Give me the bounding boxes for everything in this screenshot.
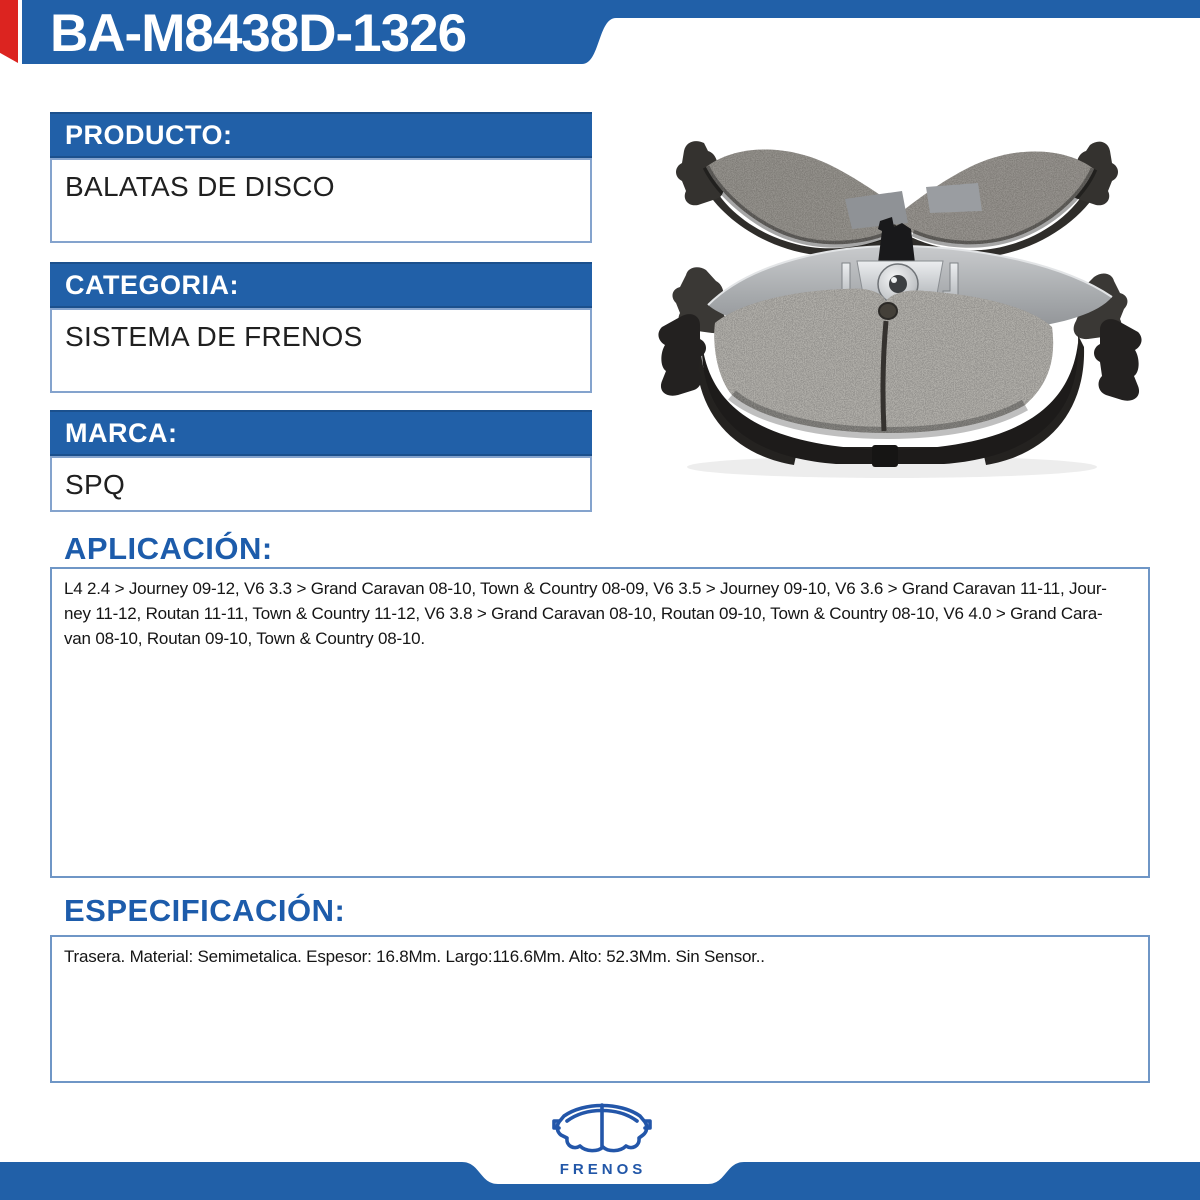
producto-label-bar: PRODUCTO: [50,112,592,158]
part-number-title: BA-M8438D-1326 [50,4,467,63]
especificacion-heading: ESPECIFICACIÓN: [64,893,346,928]
red-accent-flag [0,0,18,63]
brake-pad-icon [552,1094,652,1154]
aplicacion-line: L4 2.4 > Journey 09-12, V6 3.3 > Grand Caravan 08-10, Town & Country 08-09, V6 3.5 > Journey 09-10, V6 3.6 > Grand Caravan 11-11, Jour- [64,579,1107,598]
aplicacion-text-box [50,567,1150,878]
especificacion-text-box [50,935,1150,1083]
rear-pad-right [880,137,1118,258]
marca-value-box: SPQ [50,456,592,512]
especificacion-text: Trasera. Material: Semimetalica. Espesor: 16.8Mm. Largo:116.6Mm. Alto: 52.3Mm. Sin Sensor.. [64,947,765,966]
product-photo-brake-pads [620,95,1180,495]
categoria-label-bar: CATEGORIA: [50,262,592,308]
producto-value-box: BALATAS DE DISCO [50,158,592,243]
categoria-value-box: SISTEMA DE FRENOS [50,308,592,393]
aplicacion-line: van 08-10, Routan 09-10, Town & Country 08-10. [64,629,425,648]
aplicacion-heading: APLICACIÓN: [64,531,273,566]
shim-right [926,183,982,213]
marca-label-bar: MARCA: [50,410,592,456]
frenos-footer-label: FRENOS [559,1161,647,1178]
aplicacion-line: ney 11-12, Routan 11-11, Town & Country 11-12, V6 3.8 > Grand Caravan 08-10, Routan 09-10, Town & Country 08-10, V6 4.0 > Grand Cara- [64,604,1103,623]
